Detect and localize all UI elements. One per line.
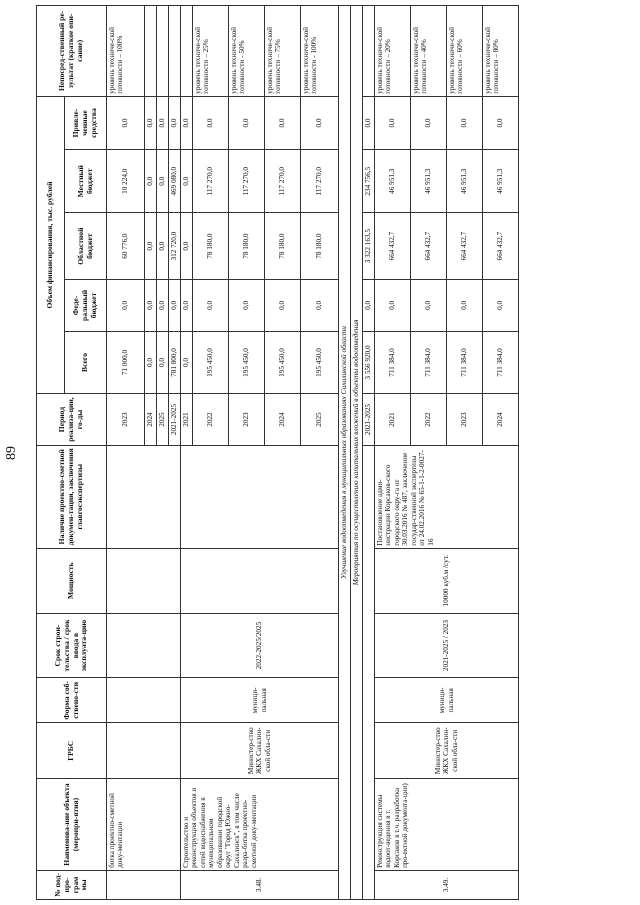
header-federal: Феде-ральный бюджет [65, 280, 107, 331]
ownership: муници-пальная [181, 678, 339, 723]
cell-regional: 78 180,0 [229, 213, 265, 280]
cell-federal: 0,0 [265, 280, 301, 331]
object-name-fragment: ботка проектно-сметной доку-ментации [107, 779, 181, 871]
cell-local: 0,0 [157, 150, 169, 213]
cell-regional: 664 432,7 [447, 213, 483, 280]
cell-local: 117 270,0 [193, 150, 229, 213]
cell-local: 469 080,0 [169, 150, 181, 213]
cell-attracted: 0,0 [265, 96, 301, 150]
header-regional: Областной бюджет [65, 213, 107, 280]
cell-local: 46 951,3 [411, 150, 447, 213]
header-total: Всего [65, 331, 107, 394]
cell-local: 0,0 [145, 150, 157, 213]
section-row [339, 6, 351, 900]
cell-regional: 78 180,0 [193, 213, 229, 280]
table-row [375, 6, 411, 900]
cell-federal: 0,0 [411, 280, 447, 331]
grbs: Министер-ство ЖКХ Сахалин-ской обла-сти [375, 723, 519, 779]
cell-period: 2021-2025 [169, 394, 181, 445]
cell-regional: 664 432,7 [411, 213, 447, 280]
cell-total: 195 450,0 [265, 331, 301, 394]
cell-total: 0,0 [157, 331, 169, 394]
cell-regional: 664 432,7 [483, 213, 519, 280]
cell-period: 2024 [483, 394, 519, 445]
cell-result: уровень техниче-ской готовности – 100% [107, 6, 145, 97]
cell-attracted: 0,0 [447, 96, 483, 150]
header-grbs: ГРБС [37, 723, 107, 779]
cell-local: 117 270,0 [265, 150, 301, 213]
cell-federal: 0,0 [375, 280, 411, 331]
cell-result: уровень техниче-ской готовности – 40% [411, 6, 447, 97]
cell-regional: 78 180,0 [265, 213, 301, 280]
cell-total: 195 450,0 [229, 331, 265, 394]
funding-table [36, 5, 519, 900]
header-docs: Наличие проектно-сметной докумен-тации, заключения главгосэкспертизы [37, 445, 107, 548]
cell-regional: 664 432,7 [375, 213, 411, 280]
subtotal-row [363, 6, 375, 900]
cell-regional: 78 180,0 [301, 213, 339, 280]
cell-period: 2024 [265, 394, 301, 445]
object-name: Строительство и реконструкция объектов и сетей водоснабжения в муниципальном образовании городской округ "Город Южно-Сахалинск", в том числе разра-ботка проектно-сметной доку-ментации [181, 779, 339, 871]
cell-result: уровень техниче-ской готовности – 75% [265, 6, 301, 97]
cell-result: уровень техниче-ской готовности – 20% [375, 6, 411, 97]
cell-result: уровень техниче-ской готовности – 60% [447, 6, 483, 97]
item-number: 3.49. [375, 870, 519, 899]
cell-result: уровень техниче-ской готовности – 25% [193, 6, 229, 97]
cell-federal: 0,0 [181, 280, 193, 331]
table-row [107, 6, 145, 900]
cell-attracted: 0,0 [375, 96, 411, 150]
page-number: 89 [4, 446, 19, 460]
table-row [181, 6, 193, 900]
header-local: Местный бюджет [65, 150, 107, 213]
subsection-row [351, 6, 363, 900]
cell-result: уровень техниче-ской готовности - 100% [301, 6, 339, 97]
cell-period: 2021-2025 [363, 394, 375, 445]
object-name: Реконструкция системы водоот-ведения в г. Корсаков в т.ч. разработка про-ектной документа-ции) [375, 779, 519, 871]
cell-result: уровень техниче-ской готовности - 50% [229, 6, 265, 97]
cell-result [145, 6, 157, 97]
cell-attracted: 0,0 [411, 96, 447, 150]
cell-result [169, 6, 181, 97]
cell-total: 3 556 920,0 [363, 331, 375, 394]
cell-total: 711 384,0 [483, 331, 519, 394]
cell-period: 2023 [229, 394, 265, 445]
cell-federal: 0,0 [145, 280, 157, 331]
cell-period: 2025 [301, 394, 339, 445]
cell-period: 2021 [181, 394, 193, 445]
capacity: 10000 куб.м /сут. [375, 548, 519, 613]
cell-period: 2025 [157, 394, 169, 445]
cell-local: 117 270,0 [229, 150, 265, 213]
cell-total: 195 450,0 [193, 331, 229, 394]
cell-period: 2023 [447, 394, 483, 445]
cell-regional: 0,0 [157, 213, 169, 280]
cell-period: 2022 [411, 394, 447, 445]
cell-total: 711 384,0 [411, 331, 447, 394]
term: 2022-2025/2025 [181, 613, 339, 678]
cell-attracted: 0,0 [483, 96, 519, 150]
cell-period: 2024 [145, 394, 157, 445]
header-capacity: Мощность [37, 548, 107, 613]
header-name: Наименова-ние объекта (меропри-ятия) [37, 779, 107, 871]
cell-attracted: 0,0 [193, 96, 229, 150]
design-documents: Постановление адми-нистрации Корсаков-ского городского окру-га от 30.03.2016 № 487, заключение государ-ственной экспертизы от 24.02.2016 № 65-1-1-2-0027-16 [375, 445, 519, 548]
header-period: Период реализа-ции, го-ды [37, 394, 107, 445]
cell-result: уровень техниче-ской готовности – 80% [483, 6, 519, 97]
cell-federal: 0,0 [483, 280, 519, 331]
cell-federal: 0,0 [107, 280, 145, 331]
cell-federal: 0,0 [363, 280, 375, 331]
cell-total: 0,0 [145, 331, 157, 394]
cell-local: 0,0 [181, 150, 193, 213]
cell-attracted: 0,0 [301, 96, 339, 150]
section-title: Улучшение водоотведения в муниципальных образованиях Сахалинской области [339, 6, 351, 900]
cell-attracted: 0,0 [157, 96, 169, 150]
header-attracted: Привле-ченные средства [65, 96, 107, 150]
cell-period: 2023 [107, 394, 145, 445]
cell-total: 195 450,0 [301, 331, 339, 394]
cell-regional: 60 776,0 [107, 213, 145, 280]
cell-federal: 0,0 [301, 280, 339, 331]
header-ownership: Форма соб-ствено-сти [37, 678, 107, 723]
cell-local: 117 270,0 [301, 150, 339, 213]
cell-federal: 0,0 [169, 280, 181, 331]
cell-regional: 0,0 [145, 213, 157, 280]
cell-local: 10 224,0 [107, 150, 145, 213]
cell-regional: 0,0 [181, 213, 193, 280]
cell-total: 711 384,0 [375, 331, 411, 394]
cell-total: 781 800,0 [169, 331, 181, 394]
header-result: Непосред-ственный ре-зультат (краткое опи-сание) [37, 6, 107, 97]
cell-period: 2021 [375, 394, 411, 445]
header-funding: Объем финансирования, тыс. рублей [37, 96, 65, 394]
cell-attracted: 0,0 [145, 96, 157, 150]
subsection-title: Мероприятия по осуществлению капитальных вложений в объекты водоотведения [351, 6, 363, 900]
grbs: Министер-ство ЖКХ Сахалин-ской обла-сти [181, 723, 339, 779]
cell-local: 46 951,3 [483, 150, 519, 213]
term: 2021-2025 / 2023 [375, 613, 519, 678]
cell-regional: 312 720,0 [169, 213, 181, 280]
ownership: муници-пальная [375, 678, 519, 723]
header-term: Срок строи-тельства / срок ввода в эксплуата-цию [37, 613, 107, 678]
cell-federal: 0,0 [193, 280, 229, 331]
cell-regional: 3 322 163,5 [363, 213, 375, 280]
cell-attracted: 0,0 [229, 96, 265, 150]
cell-attracted: 0,0 [169, 96, 181, 150]
cell-local: 46 951,3 [375, 150, 411, 213]
cell-local: 46 951,3 [447, 150, 483, 213]
cell-attracted: 0,0 [181, 96, 193, 150]
cell-attracted: 0,0 [363, 96, 375, 150]
cell-period: 2022 [193, 394, 229, 445]
item-number: 3.48. [181, 870, 339, 899]
cell-local: 234 756,5 [363, 150, 375, 213]
header-num: № под-про-грам мы [37, 870, 107, 899]
cell-total: 0,0 [181, 331, 193, 394]
cell-total: 71 000,0 [107, 331, 145, 394]
cell-total: 711 384,0 [447, 331, 483, 394]
cell-federal: 0,0 [229, 280, 265, 331]
cell-result [157, 6, 169, 97]
cell-federal: 0,0 [157, 280, 169, 331]
cell-attracted: 0,0 [107, 96, 145, 150]
cell-federal: 0,0 [447, 280, 483, 331]
cell-result [181, 6, 193, 97]
